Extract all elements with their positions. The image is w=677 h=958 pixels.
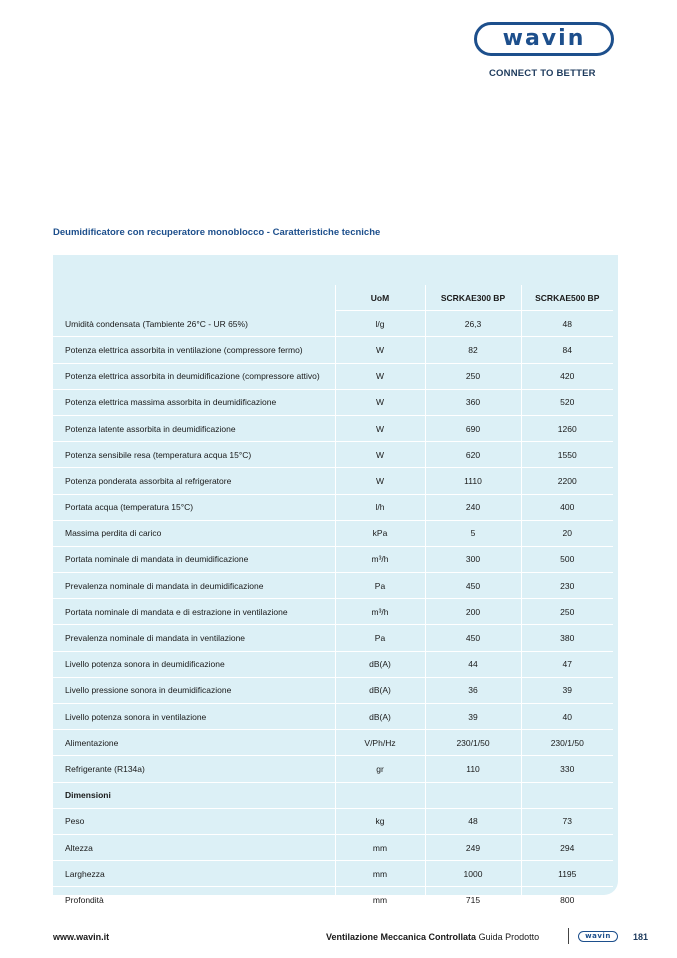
row-value-500: 1195: [521, 861, 613, 887]
row-label: Peso: [53, 808, 335, 834]
row-value-300: 450: [425, 573, 521, 599]
row-value-500: 230: [521, 573, 613, 599]
table-row: [53, 363, 613, 389]
row-unit: m³/h: [335, 546, 425, 572]
row-value-300: 715: [425, 887, 521, 913]
row-value-300: 39: [425, 704, 521, 730]
row-value-500: 400: [521, 494, 613, 520]
row-label: Potenza latente assorbita in deumidificazione: [53, 415, 335, 441]
table-row: [53, 677, 613, 703]
row-unit: W: [335, 363, 425, 389]
table-row: [53, 730, 613, 756]
subheading-empty: [425, 782, 521, 808]
row-unit: mm: [335, 861, 425, 887]
row-value-300: 230/1/50: [425, 730, 521, 756]
table-row: [53, 704, 613, 730]
footer-logo: [578, 931, 618, 942]
row-value-500: 800: [521, 887, 613, 913]
row-value-300: 360: [425, 389, 521, 415]
row-unit: mm: [335, 834, 425, 860]
table-row: [53, 468, 613, 494]
row-label: Livello potenza sonora in ventilazione: [53, 704, 335, 730]
row-value-500: 1260: [521, 415, 613, 441]
row-label: Potenza elettrica assorbita in deumidificazione (compressore attivo): [53, 363, 335, 389]
row-value-500: 1550: [521, 442, 613, 468]
table-row: [53, 442, 613, 468]
row-unit: V/Ph/Hz: [335, 730, 425, 756]
row-unit: W: [335, 468, 425, 494]
footer-divider: [568, 928, 569, 944]
table-row: [53, 494, 613, 520]
row-unit: W: [335, 389, 425, 415]
row-value-500: 330: [521, 756, 613, 782]
footer-doc-main: Ventilazione Meccanica Controllata: [326, 932, 477, 942]
table-row: [53, 599, 613, 625]
header-uom: UoM: [335, 285, 425, 311]
table-row: [53, 887, 613, 913]
header-blank: [53, 285, 335, 311]
row-value-300: 1110: [425, 468, 521, 494]
table-row: [53, 625, 613, 651]
subheading-dimensions: Dimensioni: [53, 782, 335, 808]
footer-url: www.wavin.it: [53, 932, 110, 942]
row-unit: Pa: [335, 625, 425, 651]
row-unit: kPa: [335, 520, 425, 546]
row-value-300: 450: [425, 625, 521, 651]
row-label: Potenza elettrica assorbita in ventilazione (compressore fermo): [53, 337, 335, 363]
row-value-300: 250: [425, 363, 521, 389]
row-value-500: 230/1/50: [521, 730, 613, 756]
row-value-300: 5: [425, 520, 521, 546]
header-model-300: SCRKAE300 BP: [425, 285, 521, 311]
section-title: Deumidificatore con recuperatore monoblocco - Caratteristiche tecniche: [53, 227, 381, 238]
row-unit: gr: [335, 756, 425, 782]
row-value-500: 73: [521, 808, 613, 834]
row-unit: mm: [335, 887, 425, 913]
row-value-300: 36: [425, 677, 521, 703]
row-unit: dB(A): [335, 677, 425, 703]
row-label: Profondità: [65, 894, 104, 905]
row-unit: W: [335, 415, 425, 441]
row-unit: kg: [335, 808, 425, 834]
row-unit: W: [335, 442, 425, 468]
row-unit: W: [335, 337, 425, 363]
row-value-500: 294: [521, 834, 613, 860]
header-model-500: SCRKAE500 BP: [521, 285, 613, 311]
row-value-300: 300: [425, 546, 521, 572]
table-row: [53, 389, 613, 415]
table-row: [53, 546, 613, 572]
brand-tagline: CONNECT TO BETTER: [489, 68, 596, 79]
row-value-300: 200: [425, 599, 521, 625]
spec-table: [53, 285, 613, 913]
row-value-500: 47: [521, 651, 613, 677]
row-value-500: 40: [521, 704, 613, 730]
row-label: Livello potenza sonora in deumidificazione: [53, 651, 335, 677]
table-body: [53, 311, 613, 913]
row-label: Portata nominale di mandata e di estrazione in ventilazione: [53, 599, 335, 625]
footer-doc-title: [326, 932, 539, 942]
row-label: Potenza ponderata assorbita al refrigeratore: [53, 468, 335, 494]
row-value-300: 48: [425, 808, 521, 834]
row-value-500: 39: [521, 677, 613, 703]
row-value-300: 620: [425, 442, 521, 468]
table-row: [53, 415, 613, 441]
row-label: Larghezza: [53, 861, 335, 887]
row-value-500: 520: [521, 389, 613, 415]
row-label: Alimentazione: [53, 730, 335, 756]
table-row: [53, 573, 613, 599]
row-value-500: 420: [521, 363, 613, 389]
table-row: [53, 756, 613, 782]
table-row: [53, 337, 613, 363]
table-row: [53, 861, 613, 887]
logo-text: wavin: [502, 26, 586, 51]
row-value-300: 26,3: [425, 311, 521, 337]
wavin-logo: [474, 22, 620, 56]
table-row: [53, 311, 613, 337]
row-value-500: 380: [521, 625, 613, 651]
row-unit: l/g: [335, 311, 425, 337]
row-label: Massima perdita di carico: [53, 520, 335, 546]
row-unit: l/h: [335, 494, 425, 520]
row-label: Portata acqua (temperatura 15°C): [53, 494, 335, 520]
row-label: Umidità condensata (Tambiente 26°C - UR 65%): [53, 311, 335, 337]
row-value-300: 110: [425, 756, 521, 782]
row-value-300: 240: [425, 494, 521, 520]
row-value-300: 690: [425, 415, 521, 441]
table-row: [53, 834, 613, 860]
row-unit: Pa: [335, 573, 425, 599]
row-value-300: 82: [425, 337, 521, 363]
row-label: Portata nominale di mandata in deumidificazione: [53, 546, 335, 572]
logo-pill: [474, 22, 614, 56]
row-value-300: 1000: [425, 861, 521, 887]
row-unit: dB(A): [335, 704, 425, 730]
row-value-500: 500: [521, 546, 613, 572]
row-label: Prevalenza nominale di mandata in ventilazione: [53, 625, 335, 651]
row-value-500: 20: [521, 520, 613, 546]
table-row: [53, 651, 613, 677]
row-unit: dB(A): [335, 651, 425, 677]
row-label: Prevalenza nominale di mandata in deumidificazione: [53, 573, 335, 599]
row-value-500: 250: [521, 599, 613, 625]
row-value-500: 84: [521, 337, 613, 363]
footer-doc-sub: Guida Prodotto: [478, 932, 540, 942]
row-value-500: 48: [521, 311, 613, 337]
row-label: Potenza sensibile resa (temperatura acqua 15°C): [53, 442, 335, 468]
subheading-empty: [335, 782, 425, 808]
row-value-300: 44: [425, 651, 521, 677]
row-label: Potenza elettrica massima assorbita in deumidificazione: [53, 389, 335, 415]
table-row: [53, 520, 613, 546]
row-label: Livello pressione sonora in deumidificazione: [53, 677, 335, 703]
row-unit: m³/h: [335, 599, 425, 625]
page-number: 181: [633, 932, 649, 942]
table-row: [53, 808, 613, 834]
row-value-300: 249: [425, 834, 521, 860]
row-label: Altezza: [53, 834, 335, 860]
table-header-row: [53, 285, 613, 311]
subheading-row: [53, 782, 613, 808]
row-label: Refrigerante (R134a): [53, 756, 335, 782]
row-value-500: 2200: [521, 468, 613, 494]
footer-logo-text: wavin: [585, 932, 611, 940]
subheading-empty: [521, 782, 613, 808]
